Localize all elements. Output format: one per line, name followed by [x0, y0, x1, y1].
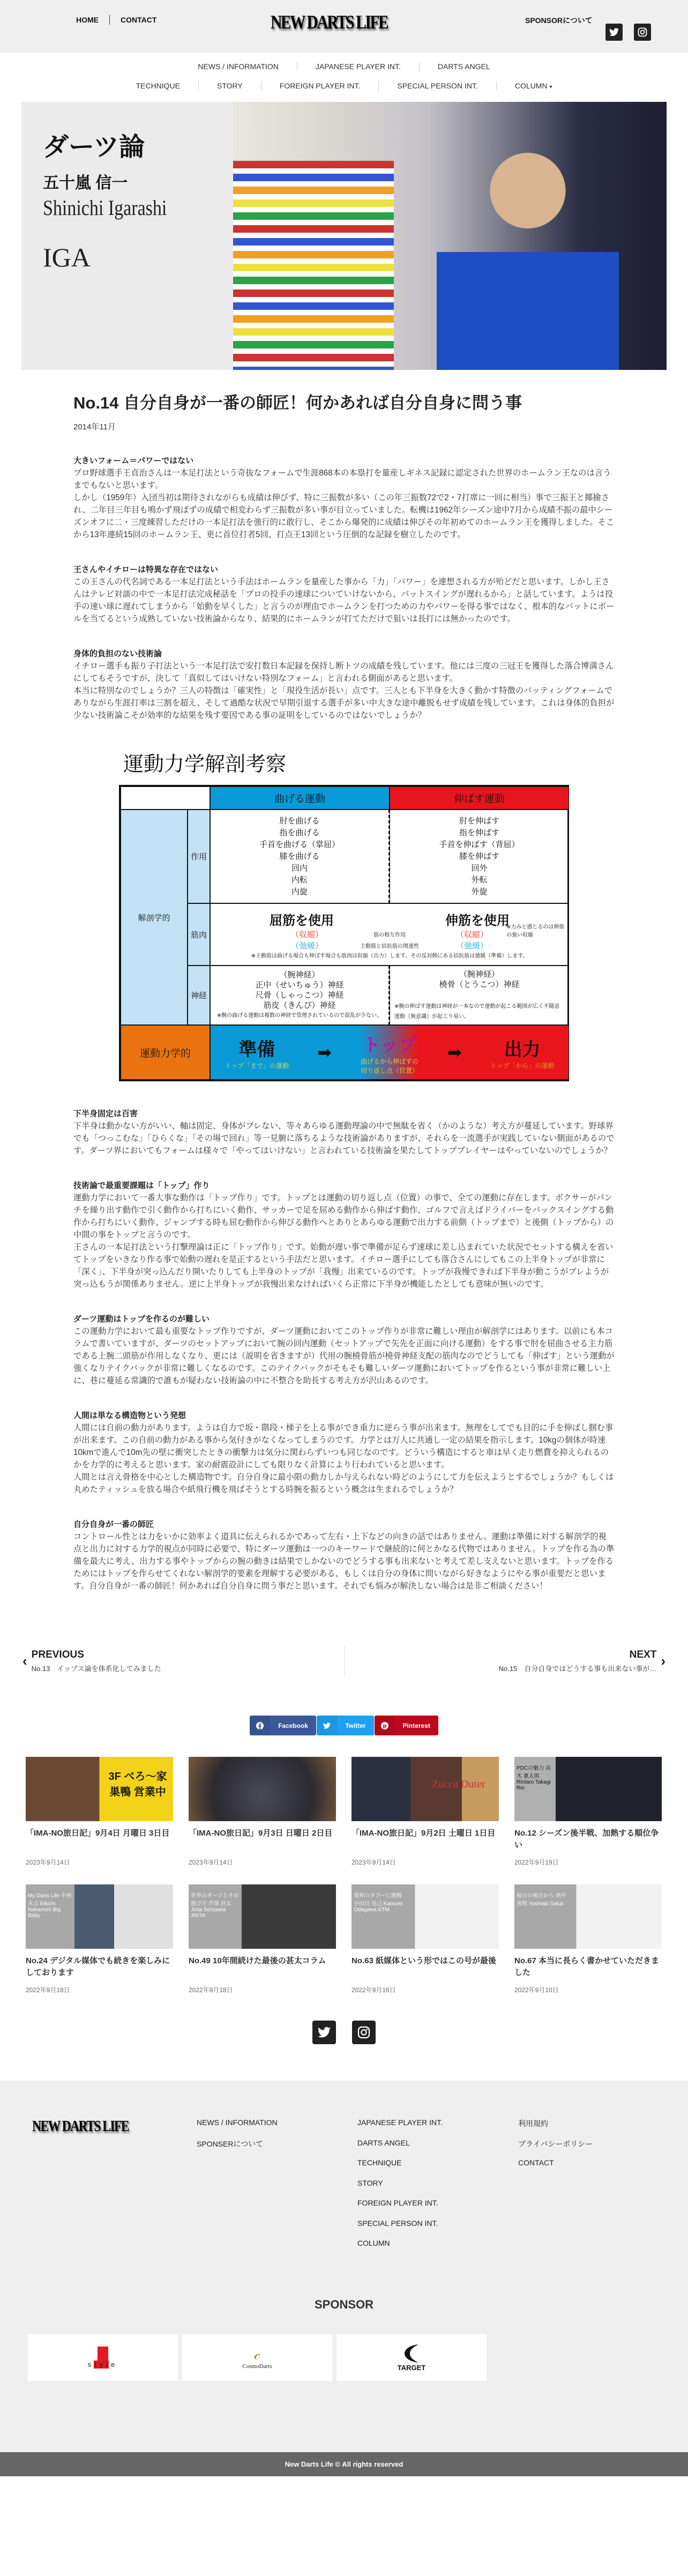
- facebook-label: Facebook: [278, 1721, 309, 1729]
- post-thumbnail: [514, 1884, 662, 1949]
- next-post-link[interactable]: [344, 1646, 666, 1676]
- header-extend: 伸ばす運動: [390, 786, 569, 810]
- nerve-item: 尺骨（しゃっこつ）神経: [255, 991, 344, 1000]
- site-header: [0, 0, 688, 99]
- paragraph: 王さんの一本足打法という打撃理論は正に「トップ作り」です。始動が遅い事で準備が足らず速球に差し込まれていた状況でセットする構えを省いてトップをいきなり作る事で始動の遅れを是正するという手法だと思います。イチロー選手にしても落合さんにしてもこの上半身トップが非常に「深く」、下半身が突っ込んだり開いたりしても上半身のトップが「我慢」出来ているのです。トップが我慢できれば下半身が動こうがブレようが突っ込もうが関係ありません。逆に上半身トップが我慢出来なければいくら正常に下半身が機能したとしても意味が無いのです。: [73, 1243, 614, 1289]
- sponsor-heading: SPONSOR: [314, 2298, 374, 2311]
- paragraph: コントロール性とは力をいかに効率よく道具に伝えられるかであって左右・上下などの向きの話ではありません。運動は準備に対する解剖学的視点と出力に対する力学的視点が同時に必要で、特にダーツ運動は一つのキーワードで継続的に何とかなる代物ではありません。トップを作る為の準備を最大に考え、出力する事やトップからの腕の動きは結果でしかないのでどうする事も出来ないと考えて差し支えないと思います。トップを作るためにはトップを作らせてくれない解剖学的要素を理解する必要がある、もしくは自分の身体に問いながら好きなようにやる事が重要だと思います。自分自身が一番の師匠！何かあれば自分自身に問う事だと思います。それでも悩みが解決しない場合は是非ご相談ください！: [73, 1532, 615, 1591]
- section-heading: 技術論で最重要課題は「トップ」作り: [73, 1181, 210, 1190]
- svg-text:p: p: [383, 1723, 387, 1729]
- footer-logo[interactable]: NEW DARTS LIFE: [32, 2118, 129, 2135]
- footer-link[interactable]: 利用規約: [518, 2119, 548, 2128]
- related-post-card[interactable]: [26, 1757, 173, 1879]
- interaction-label: 筋の相互作用: [373, 932, 406, 938]
- section-heading: 自分自身が一番の師匠: [73, 1520, 154, 1529]
- related-post-card[interactable]: [514, 1884, 662, 2007]
- post-date: 2022年9月10日: [514, 1986, 559, 1994]
- action-item: 膝を伸ばす: [459, 851, 499, 861]
- action-item: 肘を曲げる: [279, 816, 320, 826]
- related-posts: [26, 1757, 662, 2007]
- muscle-note: ※主動筋は曲げる場合も伸ばす場合も筋肉は収縮（出力）します。その反対側にある拮抗筋は弛緩（準備）します。: [251, 953, 528, 959]
- footer-link[interactable]: COLUMN: [357, 2239, 390, 2247]
- nerve-heading: （腕神経）: [279, 970, 320, 979]
- pinterest-icon: [375, 1716, 395, 1735]
- post-date: 2023年9月14日: [26, 1859, 70, 1866]
- related-post-card[interactable]: [352, 1884, 499, 2007]
- post-title: 「IMA-NO旅日記」9月3日 日曜日 2日目: [189, 1829, 333, 1838]
- post-title: No.12 シーズン後半戦、加熱する順位争い: [514, 1829, 659, 1850]
- article-section: [73, 1409, 615, 1496]
- thumbnail-text: PDCの魅力 高木 稟太郎 Rintaro Takagi Rin: [517, 1765, 551, 1791]
- action-item: 回内: [291, 863, 308, 873]
- instagram-icon[interactable]: [634, 24, 651, 41]
- motion-flow: [210, 1025, 569, 1080]
- related-post-card[interactable]: [26, 1884, 173, 2007]
- top-bar: [0, 0, 688, 53]
- social-links: [0, 2021, 688, 2044]
- paragraph: しかし（1959年）入団当初は期待されながらも成績は伸びず、特に三振数が多い（この年三振数72で2・7打席に一回に相当）事で三振王と揶揄され、二年目三年目も鳴かず飛ばずの成績で相変わらず三振数が多い事が目立っていました。転機は1962年シーズン途中7月から成績不振の最中シーズンオフに二・三度練習しただけの一本足打法を強行的に敢行し、そこから爆発的に成績は伸びその年初めてのホームラン王を獲得しました。そこから13年連続15回のホームラン王、更に首位打者5回、打点王13回という圧倒的な記録を樹立したのです。: [73, 493, 615, 539]
- target-icon: [403, 2343, 420, 2364]
- relax-row: [221, 940, 558, 951]
- sponsor-name: TARGET: [397, 2364, 426, 2372]
- sponsor-target-logo[interactable]: [336, 2334, 487, 2381]
- relax-label: （弛緩）: [455, 941, 488, 951]
- header-bend: 曲げる運動: [210, 786, 390, 810]
- main-nav: [0, 53, 688, 99]
- nerve-item: 橈骨（とうこつ）神経: [439, 980, 520, 989]
- paragraph: 人間には自前の動力があります。ようは自力で坂・階段・梯子を上る事ができ重力に逆らう事が出来ます。無理をしてでも目的に手を伸ばし掴む事が出来ます。この自前の動力がある事から気付きがなくなってしまうのです。力学とは万人に共通し一定の結果を指示します。10kgの個体が時速10kmで進んで10m先の壁に衝突したときの衝撃力は気分に関わらずいつも同じなのです。どういう構造にすると車は早く走り燃費を抑えられるのかを力学的に考えると思います。家の耐震設計にしても限りなく計算により行われていると思います。: [73, 1423, 614, 1469]
- section-heading: 人間は単なる構造物という発想: [73, 1411, 186, 1420]
- diagram-table: [119, 785, 569, 1081]
- sponsor-cosmodarts-logo[interactable]: [182, 2334, 332, 2381]
- prepare-label: 準備: [238, 1040, 275, 1060]
- action-item: 指を曲げる: [279, 828, 320, 837]
- thumbnail-text: 3F べろ～家 巣鴨 営業中: [108, 1771, 167, 1798]
- action-item: 指を伸ばす: [459, 828, 499, 837]
- action-item: 膝を曲げる: [279, 851, 320, 861]
- action-item: 回外: [471, 863, 488, 873]
- post-date: 2023年9月14日: [352, 1859, 396, 1866]
- instagram-icon[interactable]: [352, 2021, 376, 2044]
- article-date: 2014年11月: [73, 422, 116, 432]
- section-heading: 王さんやイチローは特異な存在ではない: [73, 565, 219, 574]
- power-note: ※力みと感じるのは伸筋の強い収縮: [506, 924, 565, 938]
- article: [73, 370, 615, 1592]
- action-item: 手首を伸ばす（背屈）: [439, 840, 520, 849]
- top-sub: 曲げるから伸ばすの切り返し点（位置）: [360, 1057, 418, 1074]
- copyright: New Darts Life © All rights reserved: [0, 2452, 688, 2476]
- row-muscle: 筋肉: [188, 903, 210, 966]
- paragraph: イチロー選手も振り子打法という一本足打法で安打数日本記録を保持し断トツの成績を残しています。他には三度の三冠王を獲得した落合博満さんにしてもそうですが、決して「真似してはいけない特別なフォーム」と言われる側面があると思います。: [73, 662, 614, 683]
- thumbnail-text: Zucca Duter: [432, 1778, 485, 1790]
- footer-link[interactable]: DARTS ANGEL: [357, 2138, 410, 2147]
- post-date: 2022年9月18日: [26, 1986, 70, 1994]
- footer-link[interactable]: NEWS / INFORMATION: [197, 2118, 278, 2127]
- footer-column: [518, 2118, 679, 2290]
- footer-link[interactable]: TECHNIQUE: [357, 2158, 402, 2167]
- relax-label: （弛緩）: [291, 941, 324, 951]
- contract-label: （収縮）: [291, 930, 324, 939]
- post-date: 2023年9月14日: [189, 1859, 233, 1866]
- post-thumbnail: [189, 1884, 336, 1949]
- series-title: ダーツ論: [43, 133, 145, 161]
- site-logo[interactable]: NEW DARTS LIFE: [271, 11, 388, 33]
- section-heading: ダーツ運動はトップを作るのが難しい: [73, 1315, 210, 1324]
- contact-link[interactable]: CONTACT: [121, 16, 157, 24]
- post-thumbnail: [189, 1757, 336, 1821]
- related-post-card[interactable]: [514, 1757, 662, 1879]
- thumbnail-text: 業界のタブーに挑戦 小田川 克己 Katsumi Odagawa KTM.: [354, 1893, 403, 1913]
- thumbnail-text: 世界のダーツとその遊び方 芹澤 甚太 Jinta Serizawa JINTA: [191, 1893, 239, 1919]
- nav-row: [0, 76, 688, 95]
- extensor-label: 伸筋を使用: [445, 914, 510, 928]
- bend-actions: [210, 810, 390, 903]
- arrow-right-icon: ➡: [447, 1043, 462, 1062]
- footer-column: [357, 2118, 518, 2290]
- footer-links: [0, 2118, 688, 2290]
- nav-row: [0, 57, 688, 76]
- prepare-stage: [225, 1035, 289, 1070]
- post-date: 2022年9月16日: [352, 1986, 396, 1994]
- footer-link[interactable]: SPONSERについて: [197, 2139, 264, 2148]
- article-section: [73, 455, 615, 541]
- footer-link[interactable]: STORY: [357, 2178, 383, 2187]
- footer-link[interactable]: プライバシーポリシー: [518, 2139, 593, 2148]
- twitter-icon[interactable]: [605, 24, 623, 41]
- swirl-icon: 𝒸: [253, 2345, 261, 2363]
- author-name-jp: 五十嵐 信一: [43, 174, 128, 192]
- row-dynamics: 運動力学的: [121, 1025, 210, 1080]
- nav-japanese-player[interactable]: JAPANESE PLAYER INT.: [297, 62, 419, 71]
- author-figure: [437, 150, 619, 370]
- extend-nerves: [390, 966, 569, 1025]
- flexor-label: 屈筋を使用: [270, 914, 334, 928]
- author-name-en: Shinichi Igarashi: [43, 196, 167, 220]
- site-footer: [0, 2081, 688, 2476]
- paragraph: 人間とは言え骨格を中心とした構造物です。自分自身に最小限の動力しか与えられない時どのようにして力を伝えようとするでしょうか？もしくは丸めたティッシュを放る場合や紙飛行機を飛ばそうとする時腕を振るという概念は生まれるでしょうか？: [73, 1473, 614, 1494]
- home-link[interactable]: HOME: [76, 16, 99, 24]
- paragraph: 運動力学において一番大事な動作は「トップ作り」です。トップとは運動の切り返し点（位置）の事で、全ての運動に存在します。ボクサーがパンチを繰り出す動作で引く動作から打ちにいく動作、サッカーで足を屈める動作から伸ばす動作、ゴルフで言えばドライバーをバックスイングする動作から打ちにいく動作、ジャンプする時も屈む動作から伸びる動作へとありとあらゆる運動で出力する前側（トップまで）と後側（トップから）の中間の事をトップと言うのです。: [73, 1193, 614, 1239]
- nav-column-label: COLUMN: [514, 81, 548, 90]
- chevron-right-icon: ›: [661, 1652, 665, 1669]
- nav-foreign-player[interactable]: FOREIGN PLAYER INT.: [261, 81, 379, 90]
- nav-special-person[interactable]: SPECIAL PERSON INT.: [378, 81, 496, 90]
- share-pinterest-button[interactable]: [375, 1716, 438, 1735]
- article-section: [73, 1518, 615, 1592]
- muscle-cell: [210, 903, 569, 966]
- contract-label: （収縮）: [455, 930, 488, 939]
- action-item: 外旋: [471, 887, 488, 896]
- related-post-card[interactable]: [189, 1757, 336, 1879]
- author-nickname: IGA: [43, 242, 91, 272]
- row-anatomical: 解剖学的: [121, 810, 188, 1025]
- output-sub: トップ「から」の運動: [490, 1062, 555, 1070]
- action-item: 外転: [471, 875, 488, 885]
- nav-technique[interactable]: TECHNIQUE: [136, 81, 181, 90]
- paragraph: 下半身は動かない方がいい、軸は固定、身体がブレない、等々あらゆる運動理論の中で無駄を省く（かのような）考え方が蔓延しています。野球界でも「つっこむな」「ひらくな」「その場で回れ」等一見腑に落ちるような技術論がありますが、それらを一流選手が実践していない側面があるのです。ダーツ界においてもフォームは様々で「やってはいけない」と言われている技術論を果たしてトッププレイヤーはやっていないのでしょうか？: [73, 1122, 615, 1155]
- row-action: 作用: [188, 810, 210, 903]
- paragraph: 本当に特別なのでしょうか？三人の特徴は「確実性」と「現役生活が長い」点です。三人とも下半身を大きく動かす特徴のバッティングフォームでありながら生涯打率は三割を超え、そして過酷な状況で早期引退する選手が多い中大きな途中離脱もせず成績を残しています。これは身体的負担が少ない技術論こそが効率的な結果を残す要因である事の証明をしているのではないでしょうか？: [73, 686, 615, 720]
- top-links: [76, 15, 156, 25]
- related-post-card[interactable]: [352, 1757, 499, 1879]
- post-title: No.24 デジタル媒体でも続きを楽しみにしております: [26, 1956, 170, 1977]
- output-label: 出力: [504, 1040, 541, 1060]
- next-label: NEXT: [629, 1649, 657, 1660]
- post-title: No.63 紙媒体という形ではこの号が最後: [352, 1956, 497, 1965]
- post-title: No.67 本当に長らく書かせていただきました: [514, 1956, 660, 1977]
- action-item: 肘を伸ばす: [459, 816, 499, 826]
- post-thumbnail: [352, 1884, 499, 1949]
- share-facebook-button[interactable]: [250, 1716, 316, 1735]
- thumbnail-text: My Darts Life 中西 永吉 Eikichi Nakanishi Big Baby: [28, 1893, 72, 1919]
- nerve-note: ※腕の伸ばす運動は神経が一本なので運動が起こる範囲が広く不随意運動（無意識）が起こり易い。: [394, 1004, 560, 1020]
- output-stage: [490, 1035, 555, 1070]
- article-title: No.14 自分自身が一番の師匠！何かあれば自分自身に問う事: [73, 394, 522, 412]
- thumbnail-text: 独自の視点から 酒井 善明 Yoshiaki Sakai: [517, 1893, 566, 1907]
- related-post-card[interactable]: [189, 1884, 336, 2007]
- post-date: 2022年9月19日: [514, 1859, 559, 1866]
- article-section: [73, 1313, 615, 1387]
- article-section: [73, 648, 615, 722]
- nerve-item: 正中（せいちゅう）神経: [255, 981, 344, 990]
- paragraph: プロ野球選手王貞治さんは一本足打法という奇抜なフォームで生涯868本の本塁打を量産しギネス記録に認定された世界のホームラン王なのは言うまでもないと思います。: [73, 469, 611, 490]
- post-navigation: [23, 1646, 665, 1676]
- paragraph: この王さんの代名詞である一本足打法という手法はホームランを量産した事から「力」「パワー」を連想される方が殆どだと思います。しかし王さんはテレビ対談の中で一本足打法完成秘話を「プロの投手の速球についていけないから、バットスイングが遅れるから」と話しています。ようは投手の速い球に遅れてしまうから「始動を早くした」と言うのが理由でホームランを打つための力やパワーを得る事ではなく、根本的なバットにボールを当てるという成熟していない技術論からなり、結果的にホームランが打てただけで狙いは長打には無かったのです。: [73, 577, 615, 623]
- nerve-note: ※腕の曲げる運動は複数の神経で管理されているので混乱が少ない。: [216, 1013, 383, 1019]
- post-date: 2022年9月18日: [189, 1986, 233, 1994]
- bend-nerves: [210, 966, 390, 1025]
- post-title: 「IMA-NO旅日記」9月4日 月曜日 3日目: [26, 1829, 170, 1838]
- previous-post-link[interactable]: [23, 1646, 344, 1676]
- pinterest-label: Pinterest: [402, 1721, 430, 1729]
- corner-cell: [121, 786, 210, 810]
- action-item: 内転: [291, 875, 308, 885]
- sponsor-name: style: [87, 2360, 118, 2369]
- facebook-icon: [250, 1716, 270, 1735]
- diagram-title: 運動力学解剖考察: [123, 753, 287, 776]
- sponsor-name: CosmoDarts: [242, 2363, 272, 2370]
- section-heading: 下半身固定は百害: [73, 1109, 138, 1118]
- nav-column[interactable]: [496, 81, 571, 90]
- nav-darts-angel[interactable]: DARTS ANGEL: [419, 62, 508, 71]
- previous-title: No.13 イップス論を体系化してみました: [31, 1664, 161, 1673]
- twitter-icon: [317, 1716, 337, 1735]
- kinetics-anatomy-diagram: [119, 747, 569, 1085]
- hero-text-panel: [21, 102, 233, 370]
- prepare-sub: トップ「まで」の運動: [225, 1062, 289, 1070]
- article-section: [73, 563, 615, 625]
- sponsor-link[interactable]: SPONSORについて: [525, 16, 593, 25]
- nerve-heading: （腕神経）: [459, 970, 499, 979]
- sponsor-style-logo[interactable]: [28, 2334, 178, 2381]
- footer-link[interactable]: SPECIAL PERSON INT.: [357, 2218, 438, 2228]
- share-buttons: [0, 1716, 688, 1735]
- footer-link[interactable]: CONTACT: [518, 2158, 554, 2167]
- top-stage: [360, 1030, 419, 1075]
- footer-link[interactable]: FOREIGN PLAYER INT.: [357, 2199, 438, 2207]
- article-section: [73, 1108, 615, 1157]
- article-section: [73, 1179, 615, 1290]
- footer-link[interactable]: JAPANESE PLAYER INT.: [357, 2118, 443, 2127]
- nav-news[interactable]: NEWS / INFORMATION: [198, 62, 279, 71]
- nerve-item: 筋皮（きんぴ）神経: [263, 1001, 336, 1010]
- sponsor-logos: [0, 2334, 688, 2452]
- extend-actions: [390, 810, 569, 903]
- next-title: No.15 自分自身ではどうする事も出来ない事が…: [498, 1664, 657, 1673]
- post-title: No.49 10年間続けた最後の甚太コラム: [189, 1956, 326, 1965]
- post-thumbnail: [26, 1757, 173, 1821]
- divider: [109, 15, 110, 25]
- top-label: トップ: [362, 1035, 417, 1056]
- agonist-label: 主動筋と拮抗筋の関連性: [360, 944, 419, 949]
- post-thumbnail: [514, 1757, 662, 1821]
- twitter-label: Twitter: [345, 1721, 366, 1729]
- author-photo: [233, 102, 667, 370]
- section-heading: 身体的負担のない技術論: [73, 649, 162, 658]
- footer-column: [197, 2118, 357, 2290]
- twitter-icon[interactable]: [312, 2021, 336, 2044]
- chevron-left-icon: ‹: [23, 1652, 27, 1669]
- chevron-down-icon: ▾: [549, 84, 552, 90]
- post-thumbnail: [352, 1757, 499, 1821]
- row-nerve: 神経: [188, 966, 210, 1025]
- darts-flight-rack: [233, 161, 394, 370]
- section-heading: 大きいフォーム＝パワーではない: [73, 456, 194, 465]
- paragraph: この運動力学において最も重要なトップ作りですが、ダーツ運動においてこのトップ作りが非常に難しい理由が解剖学にはあります。以前にも本コラムで書いていますが、ダーツのセットアップにおいて腕の回内運動（セットアップで矢先を正面に向ける運動）をする事で肘を屈曲させる主力筋である上腕二頭筋が作用しなくなり、更には（説明を省きますが）代用の腕橈骨筋が橈骨神経支配の筋肉なのでどうしても「伸ばす」という運動が強くなりテイクバックが非常に難しくなるのです。このテイクバックがそもそも難しいダーツ運動においてトップを作るという事が非常に難しい上に、巷に蔓延る常識的で誰もが疑わない技術論の中に不整合を助長する考え方が沢山あるのです。: [73, 1327, 615, 1385]
- post-title: 「IMA-NO旅日記」9月2日 土曜日 1日目: [352, 1829, 496, 1838]
- action-item: 手首を曲げる（掌屈）: [259, 840, 340, 849]
- share-twitter-button[interactable]: [317, 1716, 373, 1735]
- nav-story[interactable]: STORY: [198, 81, 261, 90]
- post-thumbnail: [26, 1884, 173, 1949]
- arrow-right-icon: ➡: [317, 1043, 332, 1062]
- action-item: 内旋: [291, 887, 308, 896]
- previous-label: PREVIOUS: [31, 1649, 84, 1660]
- hero-banner: [21, 102, 667, 370]
